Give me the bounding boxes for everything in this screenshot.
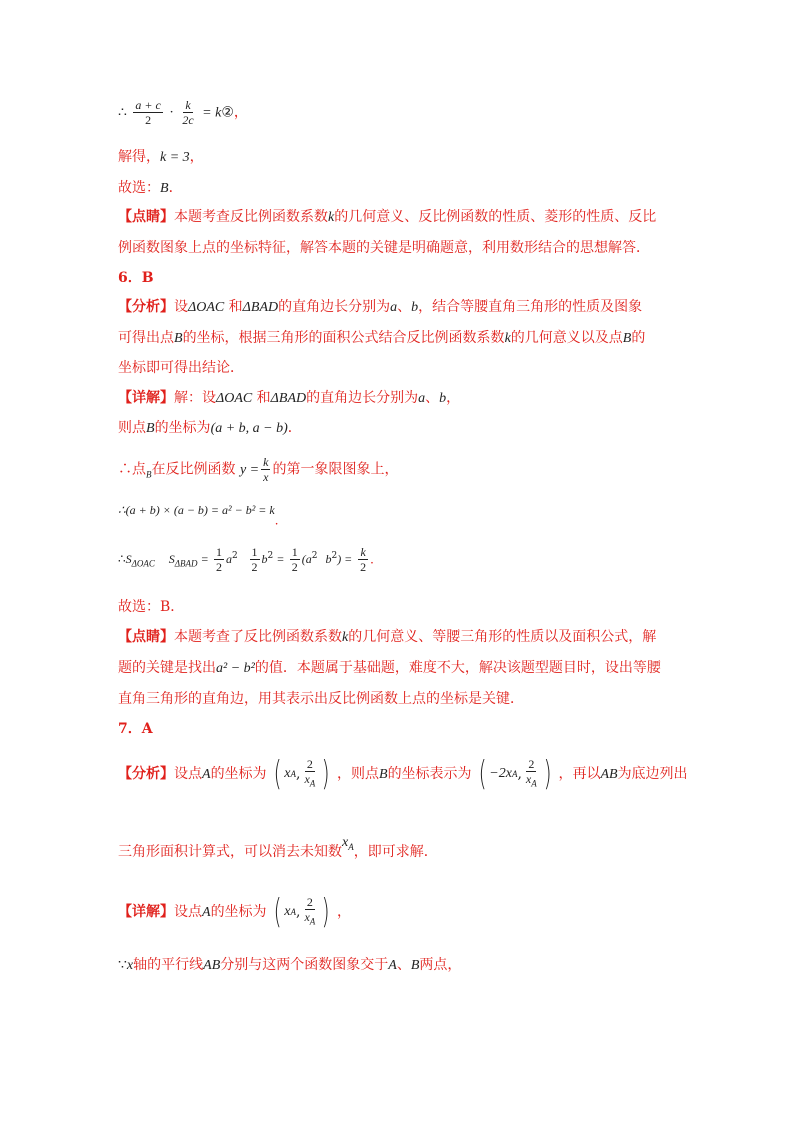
comment-line-5: 例函数图象上点的坐标特征，解答本题的关键是明确题意，利用数形结合的思想解答．: [118, 240, 650, 256]
comment-line-16: 【点睛】本题考查了反比例函数系数k的几何意义、等腰三角形的性质以及面积公式，解: [118, 629, 657, 645]
text-line-3: 故选：B．: [118, 180, 183, 196]
comment-line-4: 【点睛】本题考查反比例函数系数k的几何意义、反比例函数的性质、菱形的性质、反比: [118, 209, 657, 225]
equation-line-13: ∴(a + b) × (a − b) = a² − b² = k．: [118, 503, 287, 527]
text-line-15: 故选：B．: [118, 599, 185, 615]
analysis-line-21: 三角形面积计算式，可以消去未知数$x_A$，即可求解．: [118, 835, 438, 860]
equation-line-14: $\therefore S_{\Delta OAC}$ $S_{\Delta BAD}$ = $\frac{1}{2}$ $a^2$ $\frac{1}{2}$ $b^2$ = $\frac{1}{2}$ ($a^2$ $b^2$) = $\frac{k}{2}$ ．: [118, 545, 383, 574]
coordinate-b: ( −2x A , $\frac{2}{x_A}$ ): [478, 754, 552, 794]
analysis-line-8: 可得出点B的坐标，根据三角形的面积公式结合反比例函数系数k的几何意义以及点B的: [118, 330, 646, 346]
comment-line-17: 题的关键是找出a² − b²的值．本题属于基础题，难度不大，解决该题型题目时，设出等腰: [118, 660, 661, 676]
analysis-line-9: 坐标即可得出结论．: [118, 360, 244, 376]
detail-line-12: ∴点$_B$在反比例函数 y = $\frac{k}{x}$ 的第一象限图象上，: [118, 455, 399, 484]
answer-7-heading: 7．A: [118, 721, 153, 737]
answer-6-heading: 6．B: [118, 270, 154, 286]
text-line-2: 解得，k = 3，: [118, 149, 204, 165]
detail-line-23: ∵x轴的平行线AB分别与这两个函数图象交于A、B两点，: [118, 957, 462, 973]
comment-line-18: 直角三角形的直角边，用其表示出反比例函数上点的坐标是关键．: [118, 691, 524, 707]
analysis-line-20: 【分析】设点A的坐标为 ( x A , $\frac{2}{x_A}$ ) ，则点B的坐标表示为 ( −2x A , $\frac{2}{x_A}$ ) ，再以AB为底边列出: [118, 754, 688, 794]
detail-line-11: 则点B的坐标为(a + b, a − b)．: [118, 420, 302, 436]
equation-line-1: ∴ $\frac{a + c}{2}$ · $\frac{k}{2c}$ = k②，: [118, 98, 248, 127]
detail-line-22: 【详解】设点A的坐标为 ( x A , $\frac{2}{x_A}$ ) ，: [118, 892, 351, 932]
analysis-line-7: 【分析】设ΔOAC 和ΔBAD的直角边长分别为a、b，结合等腰直角三角形的性质及图象: [118, 299, 643, 315]
coordinate-a: ( x A , $\frac{2}{x_A}$ ): [273, 754, 330, 794]
detail-line-10: 【详解】解：设ΔOAC 和ΔBAD的直角边长分别为a、b，: [118, 390, 461, 406]
coordinate-a-detail: ( x A , $\frac{2}{x_A}$ ): [273, 892, 330, 932]
